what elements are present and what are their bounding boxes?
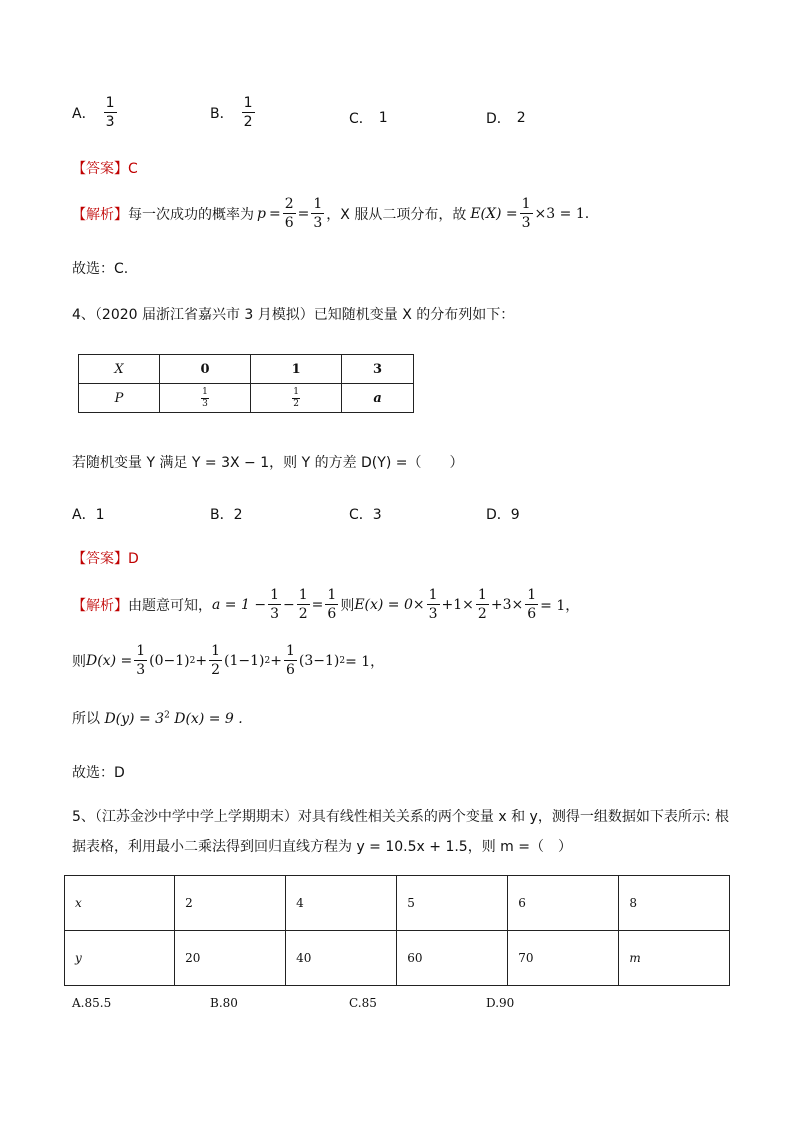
- denominator: 2: [293, 398, 299, 409]
- analysis-tag: 【解析】: [72, 206, 128, 223]
- analysis-text: ，X 服从二项分布，故: [326, 206, 467, 223]
- denominator: 2: [477, 606, 487, 622]
- q5-option-a: A.85.5: [72, 996, 112, 1010]
- table-cell: 2: [175, 876, 286, 931]
- math-op: =: [311, 596, 324, 613]
- denominator: 3: [428, 606, 438, 622]
- math-expr: ×3 = 1.: [534, 205, 590, 222]
- numerator: 1: [202, 386, 208, 397]
- fraction: [311, 197, 324, 230]
- math-op: +: [195, 652, 208, 669]
- math-op: =: [297, 205, 310, 222]
- table-cell: 4: [286, 876, 397, 931]
- q4-option-a: A．1: [72, 507, 105, 523]
- numerator: 1: [313, 196, 323, 212]
- numerator: 1: [285, 643, 295, 659]
- q4-stem: 4、（2020 届浙江省嘉兴市 3 月模拟）已知随机变量 X 的分布列如下：: [72, 307, 515, 323]
- table-cell: m: [619, 931, 730, 986]
- q3-conclusion: 故选：C.: [72, 261, 129, 277]
- q3-option-b: [210, 96, 257, 129]
- option-label: A．: [72, 105, 96, 122]
- fraction: [297, 588, 310, 621]
- q4-analysis-line3: [72, 708, 243, 728]
- analysis-text: 由题意可知，: [128, 597, 212, 614]
- analysis-tag: 【解析】: [72, 597, 128, 614]
- numerator: 2: [284, 196, 294, 212]
- table-row: [65, 931, 730, 986]
- numerator: 1: [527, 587, 537, 603]
- table-row: [79, 384, 414, 413]
- fraction: [201, 388, 209, 409]
- fraction: [292, 388, 300, 409]
- answer-value: D: [128, 551, 139, 567]
- math-op: −: [283, 596, 295, 613]
- q5-option-d: D.90: [486, 996, 515, 1010]
- exponent: 2: [339, 655, 346, 666]
- fraction: [427, 588, 440, 621]
- fraction: [284, 644, 297, 677]
- table-cell: 8: [619, 876, 730, 931]
- math-expr: D(x) =: [86, 652, 133, 669]
- math-expr: = 1，: [540, 597, 580, 614]
- q5-stem-line2: 据表格，利用最小二乘法得到回归直线方程为 y = 10.5x + 1.5，则 m =（ ）: [72, 839, 572, 855]
- table-cell: 40: [286, 931, 397, 986]
- denominator: 3: [202, 398, 208, 409]
- denominator: 3: [105, 114, 115, 130]
- q3-analysis: [72, 197, 589, 230]
- table-cell: 0: [160, 355, 251, 384]
- fraction: [525, 588, 538, 621]
- math-expr: (1−1): [224, 652, 265, 669]
- table-cell: [160, 384, 251, 413]
- q3-option-c: [349, 108, 388, 128]
- denominator: 6: [327, 606, 337, 622]
- denominator: 3: [521, 215, 531, 231]
- option-label: C．: [349, 111, 373, 127]
- numerator: 1: [298, 587, 308, 603]
- denominator: 2: [211, 662, 221, 678]
- numerator: 1: [270, 587, 279, 603]
- table-cell: 70: [508, 931, 619, 986]
- analysis-text: 每一次成功的概率为: [128, 206, 254, 223]
- q4-analysis-line1: [72, 588, 579, 621]
- fraction: [242, 96, 255, 129]
- numerator: 1: [243, 95, 253, 111]
- numerator: 1: [477, 587, 487, 603]
- q4-option-d: D．9: [486, 507, 520, 523]
- q3-answer: [72, 158, 138, 178]
- table-row: [65, 876, 730, 931]
- table-cell: 3: [342, 355, 414, 384]
- table-cell: 5: [397, 876, 508, 931]
- option-label: B．: [210, 105, 234, 122]
- fraction: [476, 588, 489, 621]
- q5-option-c: C.85: [349, 996, 377, 1010]
- fraction: [268, 588, 281, 621]
- math-expr: a = 1 −: [212, 596, 267, 613]
- table-row: [79, 355, 414, 384]
- fraction: [520, 197, 533, 230]
- option-value: 1: [378, 110, 388, 126]
- exponent: 2: [164, 710, 170, 721]
- table-cell: 6: [508, 876, 619, 931]
- option-label: D．: [486, 111, 511, 127]
- numerator: 1: [327, 587, 337, 603]
- math-op: +: [270, 652, 282, 669]
- table-cell: [251, 384, 342, 413]
- fraction: [283, 197, 296, 230]
- option-value: 2: [516, 110, 526, 126]
- q5-option-b: B.80: [210, 996, 238, 1010]
- q4-answer: [72, 548, 139, 568]
- math-var: p: [257, 205, 266, 222]
- math-expr: E(X) =: [470, 205, 518, 222]
- table-cell: 1: [251, 355, 342, 384]
- numerator: 1: [211, 643, 221, 659]
- answer-tag: 【答案】: [72, 161, 128, 177]
- denominator: 6: [527, 606, 537, 622]
- analysis-text: 所以: [72, 711, 100, 727]
- denominator: 2: [298, 606, 308, 622]
- math-expr: = 1，: [345, 653, 385, 670]
- math-expr: D(y) = 3: [104, 711, 165, 727]
- numerator: 1: [521, 196, 531, 212]
- denominator: 3: [313, 215, 323, 231]
- table-cell: 60: [397, 931, 508, 986]
- math-op: +1×: [441, 596, 474, 613]
- math-expr: (3−1): [298, 652, 340, 669]
- q4-distribution-table: [78, 354, 414, 413]
- table-cell: 20: [175, 931, 286, 986]
- table-cell: x: [65, 876, 175, 931]
- numerator: 1: [105, 95, 115, 111]
- analysis-text: 则: [340, 597, 355, 614]
- q3-option-a: [72, 96, 119, 129]
- numerator: 1: [293, 386, 299, 397]
- math-expr: D(x) = 9 .: [174, 711, 243, 727]
- exponent: 2: [189, 655, 196, 666]
- table-cell: X: [79, 355, 160, 384]
- table-cell: a: [342, 384, 414, 413]
- q4-option-b: B．2: [210, 507, 243, 523]
- q3-option-d: [486, 108, 526, 128]
- denominator: 6: [284, 215, 294, 231]
- fraction: [325, 588, 338, 621]
- math-op: =: [268, 205, 281, 222]
- q5-data-table: [64, 875, 730, 986]
- denominator: 3: [136, 662, 146, 678]
- denominator: 2: [243, 114, 253, 130]
- q4-conclusion: 故选：D: [72, 765, 125, 781]
- q5-stem-line1: 5、（江苏金沙中学中学上学期期末）对具有线性相关关系的两个变量 x 和 y，测得一组数据如下表所示: 根: [72, 809, 729, 825]
- answer-value: C: [128, 161, 138, 177]
- numerator: 1: [428, 587, 438, 603]
- exponent: 2: [264, 655, 271, 666]
- table-cell: P: [79, 384, 160, 413]
- q4-analysis-line2: [72, 644, 384, 677]
- answer-tag: 【答案】: [72, 551, 128, 567]
- fraction: [104, 96, 117, 129]
- numerator: 1: [136, 643, 146, 659]
- fraction: [134, 644, 147, 677]
- denominator: 6: [285, 662, 295, 678]
- q4-question: 若随机变量 Y 满足 Y = 3X − 1，则 Y 的方差 D(Y) =（ ）: [72, 455, 464, 471]
- fraction: [209, 644, 222, 677]
- math-expr: E(x) = 0×: [354, 596, 425, 613]
- denominator: 3: [270, 606, 279, 622]
- table-cell: y: [65, 931, 175, 986]
- math-op: +3×: [490, 596, 524, 613]
- math-expr: (0−1): [149, 652, 190, 669]
- analysis-text: 则: [72, 653, 86, 670]
- q4-option-c: C．3: [349, 507, 382, 523]
